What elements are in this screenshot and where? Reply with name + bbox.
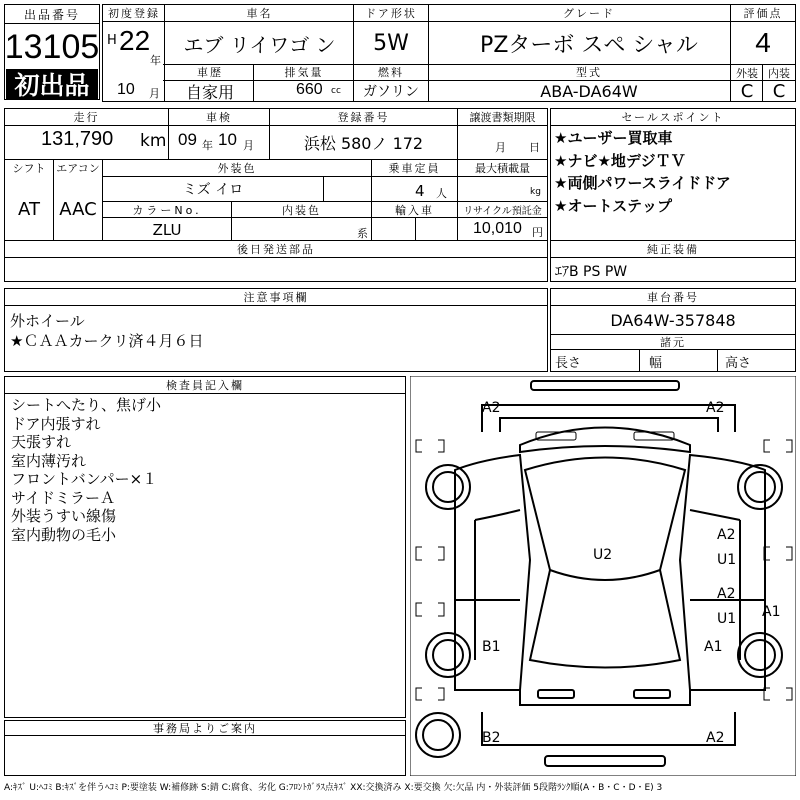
damage-mark: A2	[706, 730, 725, 746]
shift-label: シフト	[12, 162, 46, 175]
first-reg-year: 22	[119, 25, 151, 56]
inspector-line: フロントバンパー×１	[11, 470, 158, 488]
capacity: 4	[415, 182, 425, 200]
mirror-brackets	[416, 440, 792, 700]
chassis-label: 車台番号	[647, 291, 699, 304]
damage-mark: B2	[482, 730, 501, 746]
fuel-label: 燃料	[378, 66, 404, 79]
equipment-label: 純正装備	[647, 243, 699, 256]
car-damage-diagram	[410, 376, 796, 776]
color-no-label: カラーNo.	[132, 203, 202, 217]
color-no: ZLU	[152, 220, 182, 239]
vehicle-history: 自家用	[185, 82, 234, 101]
damage-mark: A2	[482, 400, 501, 416]
later-parts-box	[4, 240, 548, 282]
model-label: 型式	[576, 66, 602, 79]
max-load-label: 最大積載量	[475, 162, 530, 175]
lot-number-box	[4, 4, 100, 100]
inspector-line: 室内薄汚れ	[11, 451, 87, 470]
first-listing-badge: 初出品	[6, 69, 98, 99]
selling-points-label: セールスポイント	[621, 111, 725, 124]
plate-label: 登録番号	[337, 111, 390, 124]
score-label: 評価点	[743, 7, 783, 20]
inspector-box	[4, 376, 406, 718]
mileage: 131,790	[41, 128, 114, 150]
office-label: 事務局よりご案内	[153, 722, 257, 735]
grade: PZターボ スペ シャル	[480, 32, 698, 58]
width-label: 幅	[649, 356, 663, 371]
shift: AT	[18, 198, 40, 220]
lot-number: 13105	[5, 27, 99, 66]
first-reg-month: 10	[117, 81, 135, 98]
mileage-label: 走行	[73, 111, 100, 124]
first-reg-label: 初度登録	[108, 7, 160, 20]
notes-label: 注意事項欄	[243, 291, 309, 304]
inspector-line: 室内動物の毛小	[11, 525, 117, 544]
capacity-unit: 人	[436, 187, 447, 200]
plate-number: 浜松 580ノ 172	[303, 133, 424, 153]
note-line: ★ＣＡＡカークリ済４月６日	[10, 332, 204, 350]
chassis-number: DA64W-357848	[610, 310, 736, 330]
length-label: 長さ	[555, 356, 582, 371]
lot-number-label: 出品番号	[23, 7, 80, 22]
month-unit: 月	[149, 87, 160, 100]
fuel: ガソリン	[363, 84, 419, 100]
ext-color-label: 外装色	[217, 162, 257, 175]
model-code: ABA-DA64W	[540, 81, 638, 101]
later-parts-label: 後日発送部品	[237, 243, 315, 256]
damage-mark: B1	[482, 639, 501, 655]
score-box	[730, 4, 796, 102]
era-mark: H	[107, 33, 117, 48]
selling-point: ★ユーザー買取車	[554, 129, 673, 147]
height-label: 高さ	[725, 356, 752, 371]
transfer-label: 譲渡書類期限	[469, 111, 536, 124]
door-type: 5W	[373, 30, 409, 56]
notes-lines	[10, 311, 203, 351]
grade-label: グレード	[563, 7, 615, 20]
displacement: 660	[296, 81, 323, 98]
equipment-box	[550, 240, 796, 282]
chassis-box	[550, 288, 796, 372]
inspector-line: 天張すれ	[11, 433, 72, 451]
door-label: ドア形状	[365, 7, 417, 20]
car-name: エブ リイワゴ ン	[183, 32, 336, 57]
damage-mark: U1	[717, 552, 737, 568]
inspector-line: シートへたり、焦げ小	[11, 396, 162, 414]
damage-mark: U2	[593, 547, 613, 563]
mileage-unit: km	[140, 131, 167, 151]
selling-points-box	[550, 108, 796, 242]
inspector-line: サイドミラーＡ	[11, 488, 115, 507]
history-label: 車歴	[197, 66, 223, 79]
aircon-label: エアコン	[56, 162, 100, 175]
vehicle-header-table	[102, 4, 750, 102]
selling-point: ★両側パワースライドドア	[554, 174, 731, 192]
damage-mark: A1	[762, 604, 781, 620]
legend-text: A:ｷｽﾞ U:ﾍｺﾐ B:ｷｽﾞを伴うﾍｺﾐ P:要塗装 W:補修跡 S:錆 C:腐食、劣化 G:ﾌﾛﾝﾄｶﾞﾗｽ点ｷｽﾞ XX:交換済み X:要交換 欠:欠品 内・外装評価 5段階ﾗﾝｸ順(A・B・C・D・E) 3	[4, 783, 663, 793]
aircon: AAC	[59, 198, 97, 220]
inspection-year: 09	[178, 130, 197, 149]
recycle-label: リサイクル預託金	[463, 206, 542, 217]
recycle-unit: 円	[532, 226, 543, 239]
damage-mark: A2	[706, 400, 725, 416]
transfer-month-unit: 月	[495, 141, 506, 154]
office-box	[4, 720, 406, 776]
details-table	[4, 108, 548, 242]
capacity-label: 乗車定員	[388, 162, 441, 175]
front-bumper-bar	[531, 381, 679, 390]
interior-label: 内装	[768, 66, 790, 80]
inspector-line: ドア内張すれ	[11, 414, 101, 433]
damage-mark: A2	[717, 527, 736, 543]
selling-point: ★ナビ★地デジＴＶ	[554, 151, 686, 170]
displacement-label: 排気量	[284, 66, 324, 79]
note-line: 外ホイール	[10, 312, 85, 330]
inspection-month-unit: 月	[243, 139, 254, 152]
notes-box	[4, 288, 548, 372]
int-color-unit: 系	[357, 227, 368, 240]
inspection-year-unit: 年	[202, 139, 213, 152]
damage-mark: A2	[717, 586, 736, 602]
damage-mark: A1	[704, 639, 723, 655]
exterior-grade: C	[740, 81, 754, 101]
damage-mark: U1	[717, 611, 737, 627]
car-name-label: 車名	[246, 7, 273, 20]
rear-outline	[482, 712, 735, 745]
selling-points-list	[554, 127, 731, 217]
displacement-unit: cc	[331, 86, 341, 96]
recycle-fee: 10,010	[473, 220, 522, 237]
inspection-month: 10	[218, 130, 237, 149]
year-unit: 年	[150, 54, 161, 67]
max-load-unit: kg	[530, 187, 541, 197]
selling-point: ★オートステップ	[554, 196, 672, 215]
import-label: 輸入車	[395, 203, 434, 217]
exterior-label: 外装	[736, 66, 758, 80]
interior-grade: C	[772, 81, 786, 101]
score: 4	[755, 27, 771, 58]
ext-color: ミズ イロ	[182, 182, 244, 198]
transfer-day-unit: 日	[529, 141, 540, 154]
inspector-line: 外装うすい線傷	[11, 507, 117, 525]
int-color-label: 内装色	[282, 203, 321, 217]
equipment-value: ｴｱB PS PW	[555, 264, 628, 280]
dimensions-label: 諸元	[660, 336, 686, 349]
inspector-label: 検査員記入欄	[166, 379, 244, 392]
inspection-label: 車検	[206, 111, 232, 124]
inspector-lines	[11, 396, 161, 544]
